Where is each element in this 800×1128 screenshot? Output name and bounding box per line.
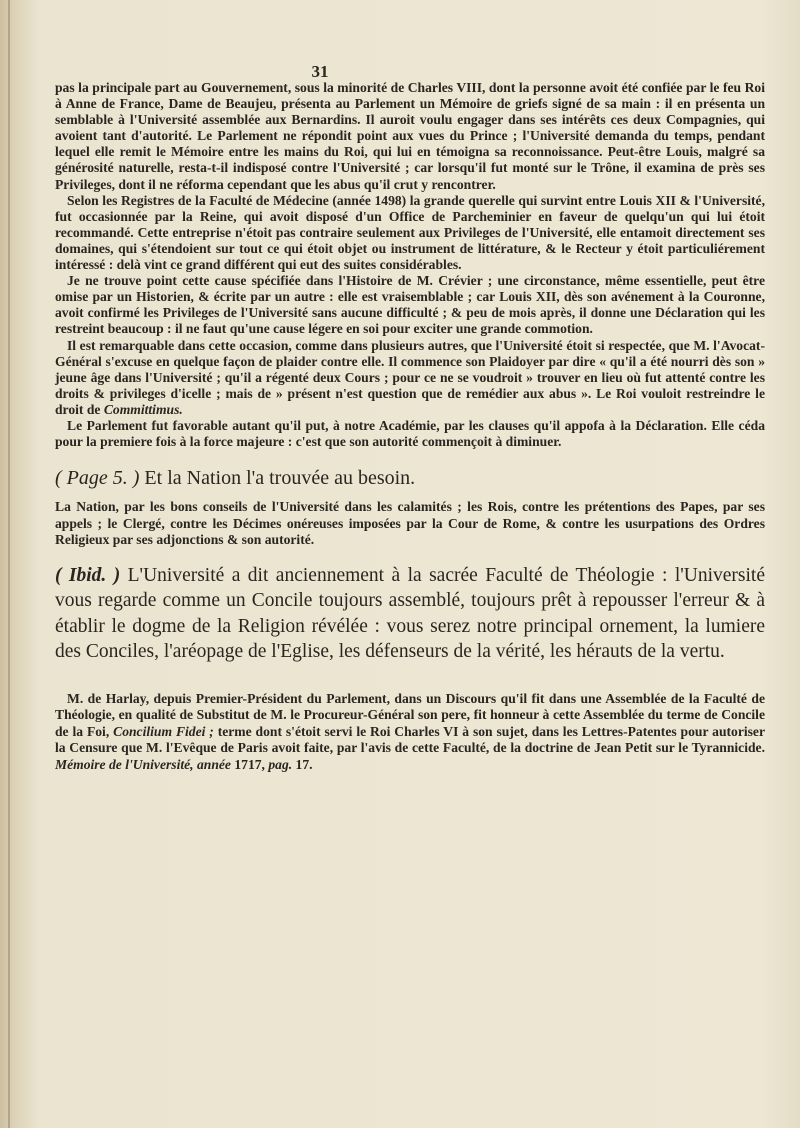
p7-source-year: 1717, bbox=[230, 756, 269, 772]
text-block-2 bbox=[55, 499, 765, 549]
text-block-1 bbox=[55, 80, 765, 450]
p7-source-pag: pag. bbox=[268, 756, 293, 772]
p7-latin-term: Concilium Fidei ; bbox=[113, 723, 214, 739]
p7-source-page: 17. bbox=[292, 756, 313, 772]
paragraph-6: La Nation, par les bons conseils de l'Université dans les calamités ; les Rois, contre les prétentions des Papes, par ses appels ; le Clergé, contre les Décimes onéreuses imposées par la Cour de Rome, & contre les usurpations des Ordres Religieux par ses adjonctions & son autorité. bbox=[55, 499, 765, 548]
quotation-paragraph bbox=[55, 563, 765, 665]
paragraph-2: Selon les Registres de la Faculté de Médecine (année 1498) la grande querelle qui survint entre Louis XII & l'Université, fut occasionnée par la Reine, qui avoit disposé d'un Office de Parcheminier en faveur de quelqu'un qui lui étoit recommandé. Cette entreprise n'étoit pas contraire seulement aux Privileges de l'Université, elle entamoit directement ses domaines, qui s'étendoient sur tout ce qui étoit objet ou instrument de littérature, & le Recteur y étoit particuliérement intéressé : delà vint ce grand différent qui eut des suites considérables. bbox=[55, 192, 765, 273]
paragraph-4-text: Il est remarquable dans cette occasion, comme dans plusieurs autres, que l'Université étoit si respectée, que M. l'Avocat-Général s'excuse en quelque façon de plaider contre elle. Il commence son Plaidoyer par dire « qu'il a été nourri dès son » jeune âge dans l'Université ; qu'il a régenté deux Cours ; pour ce ne se voudroit » trouver en lieu où fut attenté contre les droits & privileges d'icelle ; mais de » présent n'est question que de remédier aux abus ». Le Roi vouloit restreindre le droit de bbox=[55, 337, 765, 417]
p7-text-a: M. de Harlay, depuis Premier-Président du Parlement, dans un Discours qu'il fit dans une Assemblée de la Faculté de Théologie, en qualité de Substitut de M. le Procureur-Général son pere, fit honneur à cette Assemblée du terme de Concile de la Foi, bbox=[55, 690, 765, 739]
page-content bbox=[55, 80, 765, 773]
quotation-ref: ( Ibid. ) bbox=[55, 564, 121, 586]
heading-page-ref: ( Page 5. ) bbox=[55, 467, 140, 490]
text-block-3 bbox=[55, 691, 765, 774]
quotation-text: L'Université a dit anciennement à la sacrée Faculté de Théologie : l'Université vous regarde comme un Concile toujours assemblé, toujours prêt à repousser l'erreur & à établir le dogme de la Religion révélée : vous serez notre principal ornement, la lumiere des Conciles, l'aréopage de l'Eglise, les défenseurs de la vérité, les hérauts de la vertu. bbox=[55, 564, 765, 663]
p7-text-b: terme dont s'étoit servi le Roi Charles VI à son sujet, dans les Lettres-Patentes pour autoriser la Censure que M. l'Evêque de Paris avoit faite, par l'avis de cette Faculté, de la doctrine de Jean Petit sur le Tyrannicide. bbox=[55, 723, 765, 756]
paragraph-4 bbox=[55, 338, 765, 418]
section-heading bbox=[55, 464, 765, 492]
paragraph-5: Le Parlement fut favorable autant qu'il put, à notre Académie, par les clauses qu'il appofa à la Déclaration. Elle céda pour la premiere fois à la force majeure : c'est que son autorité commençoit à diminuer. bbox=[55, 417, 765, 450]
paragraph-3: Je ne trouve point cette cause spécifiée dans l'Histoire de M. Crévier ; une circonstance, même essentielle, peut être omise par un Historien, & écrite par un autre : elle est vraisemblable ; car Louis XII, dès son avénement à la Couronne, avoit confirmé les Privileges de l'Université sans aucune difficulté ; & peu de mois après, il donne une Déclaration qui les restreint beaucoup : il ne faut qu'une cause légere en soi pour exciter une grande commotion. bbox=[55, 273, 765, 337]
quotation-block bbox=[55, 563, 765, 665]
page-number: 31 bbox=[311, 62, 329, 81]
paragraph-1: pas la principale part au Gouvernement, sous la minorité de Charles VIII, dont la personne avoit été confiée par le feu Roi à Anne de France, Dame de Beaujeu, présenta au Parlement un Mémoire de griefs signé de sa main : il en présenta un semblable à l'Université assemblée aux Bernardins. Il auroit voulu engager dans ses intérêts ces deux Compagnies, qui avoient tant d'autorité. Le Parlement ne répondit point aux vues du Prince ; l'Université demanda du temps, pendant lequel elle remit le Mémoire entre les mains du Roi, qui lui en témoigna sa reconnoissance. Peut-être Louis, malgré sa générosité naturelle, resta-t-il indisposé contre l'Université ; car lorsqu'il fut monté sur le Trône, il examina de près ses Privileges, dont il ne réforma cependant que les abus qu'il crut y rencontrer. bbox=[55, 80, 765, 192]
paragraph-4-latin-term: Committimus. bbox=[103, 401, 183, 417]
heading-text: Et la Nation l'a trouvée au besoin. bbox=[139, 467, 416, 490]
binding-edge bbox=[8, 0, 10, 1128]
paragraph-7 bbox=[55, 691, 765, 774]
p7-source-title: Mémoire de l'Université, année bbox=[55, 756, 231, 772]
